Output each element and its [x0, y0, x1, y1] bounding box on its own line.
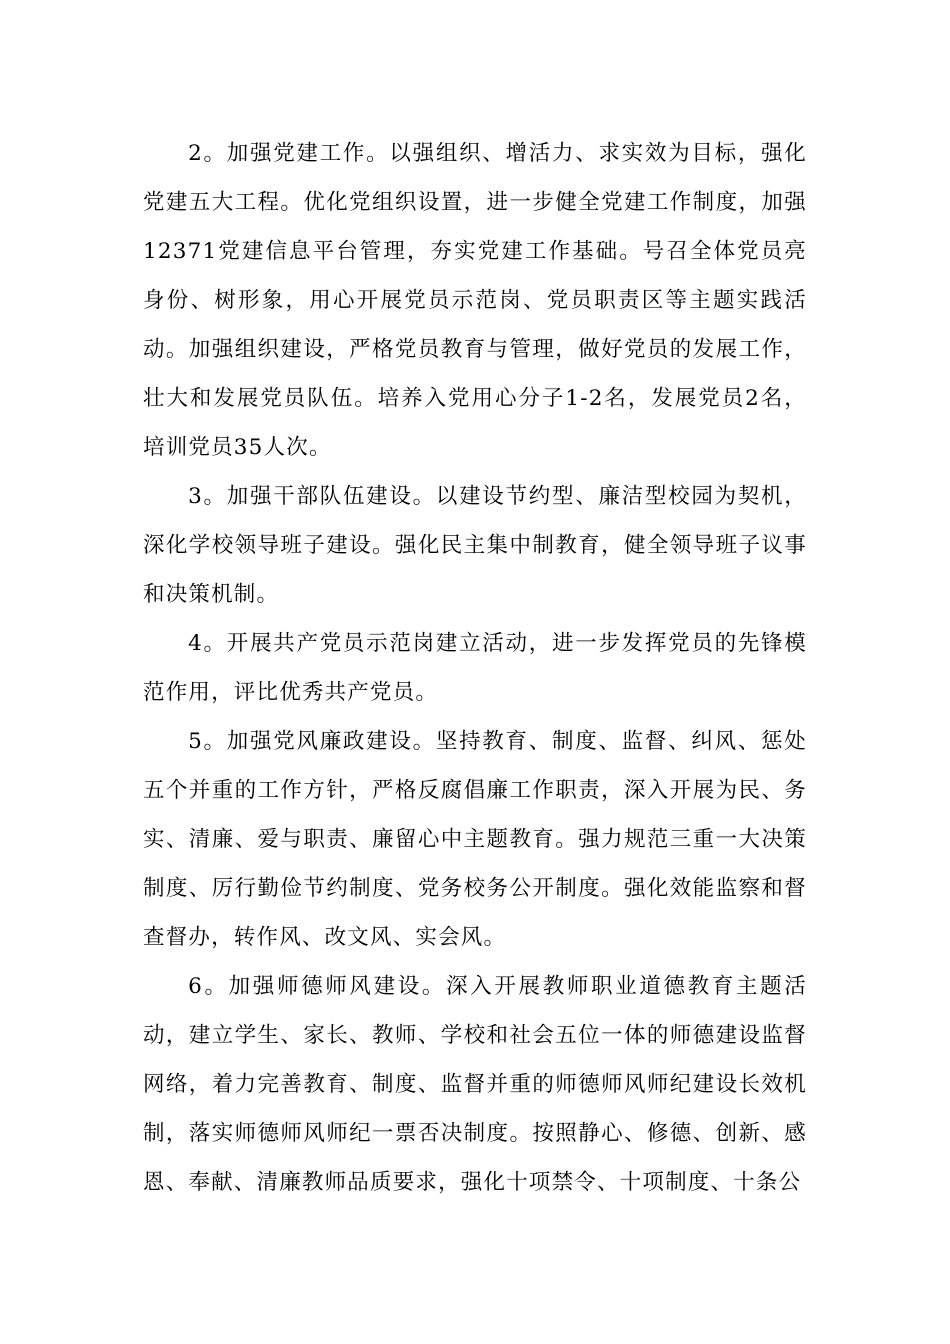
paragraph-model-post: 4。开展共产党员示范岗建立活动，进一步发挥党员的先锋模范作用，评比优秀共产党员。	[143, 631, 807, 705]
document-body	[143, 129, 807, 1207]
paragraph-party-building: 2。加强党建工作。以强组织、增活力、求实效为目标，强化党建五大工程。优化党组织设置，进一步健全党建工作制度，加强12371党建信息平台管理，夯实党建工作基础。号召全体党员亮身份、树形象，用心开展党员示范岗、党员职责区等主题实践活动。加强组织建设，严格党员教育与管理，做好党员的发展工作，壮大和发展党员队伍。培养入党用心分子1-2名，发展党员2名，培训党员35人次。	[143, 141, 807, 460]
paragraph-integrity: 5。加强党风廉政建设。坚持教育、制度、监督、纠风、惩处五个并重的工作方针，严格反腐倡廉工作职责，深入开展为民、务实、清廉、爱与职责、廉留心中主题教育。强力规范三重一大决策制度、厉行勤俭节约制度、党务校务公开制度。强化效能监察和督查督办，转作风、改文风、实会风。	[143, 729, 807, 950]
paragraph-cadre-team: 3。加强干部队伍建设。以建设节约型、廉洁型校园为契机，深化学校领导班子建设。强化民主集中制教育，健全领导班子议事和决策机制。	[143, 484, 807, 607]
paragraph-teacher-ethics: 6。加强师德师风建设。深入开展教师职业道德教育主题活动，建立学生、家长、教师、学校和社会五位一体的师德建设监督网络，着力完善教育、制度、监督并重的师德师风师纪建设长效机制，落实师德师风师纪一票否决制度。按照静心、修德、创新、感恩、奉献、清廉教师品质要求，强化十项禁令、十项制度、十条公	[143, 974, 807, 1195]
